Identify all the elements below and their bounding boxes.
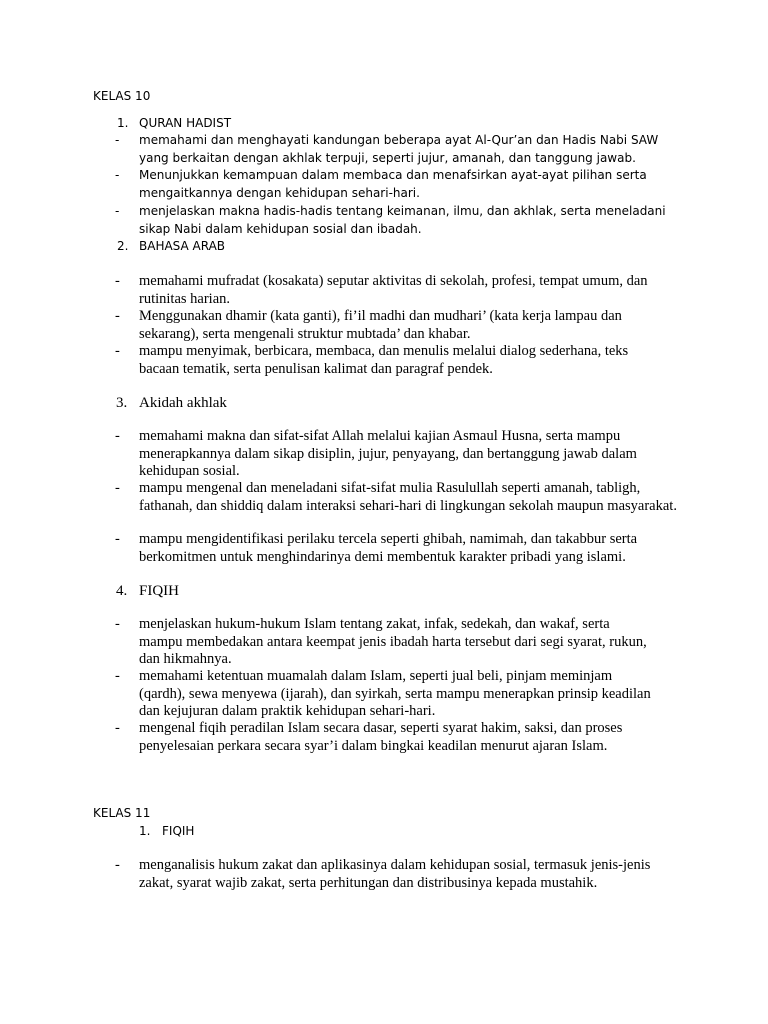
list-item <box>115 343 670 378</box>
list-item-text: memahami ketentuan muamalah dalam Islam, seperti jual beli, pinjam meminjam (qardh), sewa menyewa (ijarah), dan syirkah, serta mampu menerapkan prinsip keadilan dan kejujuran dalam praktik kehidupan sehari-hari. <box>139 668 651 719</box>
list-item-text: menjelaskan hukum-hukum Islam tentang zakat, infak, sedekah, dan wakaf, serta mampu membedakan antara keempat jenis ibadah harta tersebut dari segi syarat, rukun, dan hikmahnya. <box>139 616 647 667</box>
bullet-dash: - <box>115 168 120 182</box>
section-number: 1. <box>139 824 151 838</box>
list-item-text: menjelaskan makna hadis-hadis tentang keimanan, ilmu, dan akhlak, serta meneladani sikap Nabi dalam kehidupan sosial dan ibadah. <box>139 204 666 236</box>
bullet-dash: - <box>115 133 120 147</box>
section-title-akidah-akhlak: Akidah akhlak <box>139 395 227 411</box>
kelas-11-heading: KELAS 11 <box>93 806 151 820</box>
bullet-dash: - <box>115 343 120 359</box>
list-item <box>115 203 680 238</box>
list-item <box>115 480 685 515</box>
list-item <box>115 132 675 167</box>
bullet-dash: - <box>115 857 120 873</box>
list-item-text: mampu menyimak, berbicara, membaca, dan menulis melalui dialog sederhana, teks bacaan tematik, serta penulisan kalimat dan paragraf pendek. <box>139 343 629 377</box>
list-item-text: memahami makna dan sifat-sifat Allah melalui kajian Asmaul Husna, serta mampu menerapkannya dalam sikap disiplin, jujur, penyayang, dan bertanggung jawab dalam kehidupan sosial. <box>139 428 637 479</box>
list-item <box>115 167 655 202</box>
list-item <box>115 857 665 892</box>
list-item-text: mengenal fiqih peradilan Islam secara dasar, seperti syarat hakim, saksi, dan proses penyelesaian perkara secara syar’i dalam bingkai keadilan menurut ajaran Islam. <box>139 720 623 754</box>
list-item-text: Menunjukkan kemampuan dalam membaca dan menafsirkan ayat-ayat pilihan serta mengaitkannya dengan kehidupan sehari-hari. <box>139 168 647 200</box>
bullet-dash: - <box>115 616 120 632</box>
section-title-bahasa-arab: BAHASA ARAB <box>139 239 226 253</box>
bullet-dash: - <box>115 273 120 289</box>
list-item <box>115 668 655 721</box>
section-title-quran-hadist: QURAN HADIST <box>139 116 232 130</box>
list-item-text: menganalisis hukum zakat dan aplikasinya dalam kehidupan sosial, termasuk jenis-jenis zakat, syarat wajib zakat, serta perhitungan dan distribusinya kepada mustahik. <box>139 857 651 891</box>
bullet-dash: - <box>115 480 120 496</box>
section-title-fiqih-kelas-11: FIQIH <box>162 824 195 838</box>
bullet-dash: - <box>115 668 120 684</box>
list-item-text: mampu mengenal dan meneladani sifat-sifat mulia Rasulullah seperti amanah, tabligh, fathanah, dan shiddiq dalam interaksi sehari-hari di lingkungan sekolah maupun masyarakat. <box>139 480 677 514</box>
section-number: 2. <box>117 239 129 253</box>
list-item <box>115 308 660 343</box>
kelas-10-heading: KELAS 10 <box>93 89 151 103</box>
section-number: 1. <box>117 116 129 130</box>
list-item-text: Menggunakan dhamir (kata ganti), fi’il madhi dan mudhari’ (kata kerja lampau dan sekarang), serta mengenali struktur mubtada’ dan khabar. <box>139 308 622 342</box>
section-number: 3. <box>116 395 128 411</box>
list-item <box>115 428 680 481</box>
bullet-dash: - <box>115 720 120 736</box>
list-item <box>115 616 655 669</box>
bullet-dash: - <box>115 308 120 324</box>
bullet-dash: - <box>115 204 120 218</box>
section-title-fiqih: FIQIH <box>139 583 179 599</box>
list-item-text: memahami mufradat (kosakata) seputar aktivitas di sekolah, profesi, tempat umum, dan rutinitas harian. <box>139 273 648 307</box>
list-item <box>115 531 680 566</box>
section-number: 4. <box>116 583 128 599</box>
bullet-dash: - <box>115 531 120 547</box>
bullet-dash: - <box>115 428 120 444</box>
list-item <box>115 720 670 755</box>
list-item <box>115 273 660 308</box>
list-item-text: memahami dan menghayati kandungan beberapa ayat Al-Qur’an dan Hadis Nabi SAW yang berkaitan dengan akhlak terpuji, seperti jujur, amanah, dan tanggung jawab. <box>139 133 659 165</box>
list-item-text: mampu mengidentifikasi perilaku tercela seperti ghibah, namimah, dan takabbur serta berkomitmen untuk menghindarinya demi membentuk karakter pribadi yang islami. <box>139 531 638 565</box>
